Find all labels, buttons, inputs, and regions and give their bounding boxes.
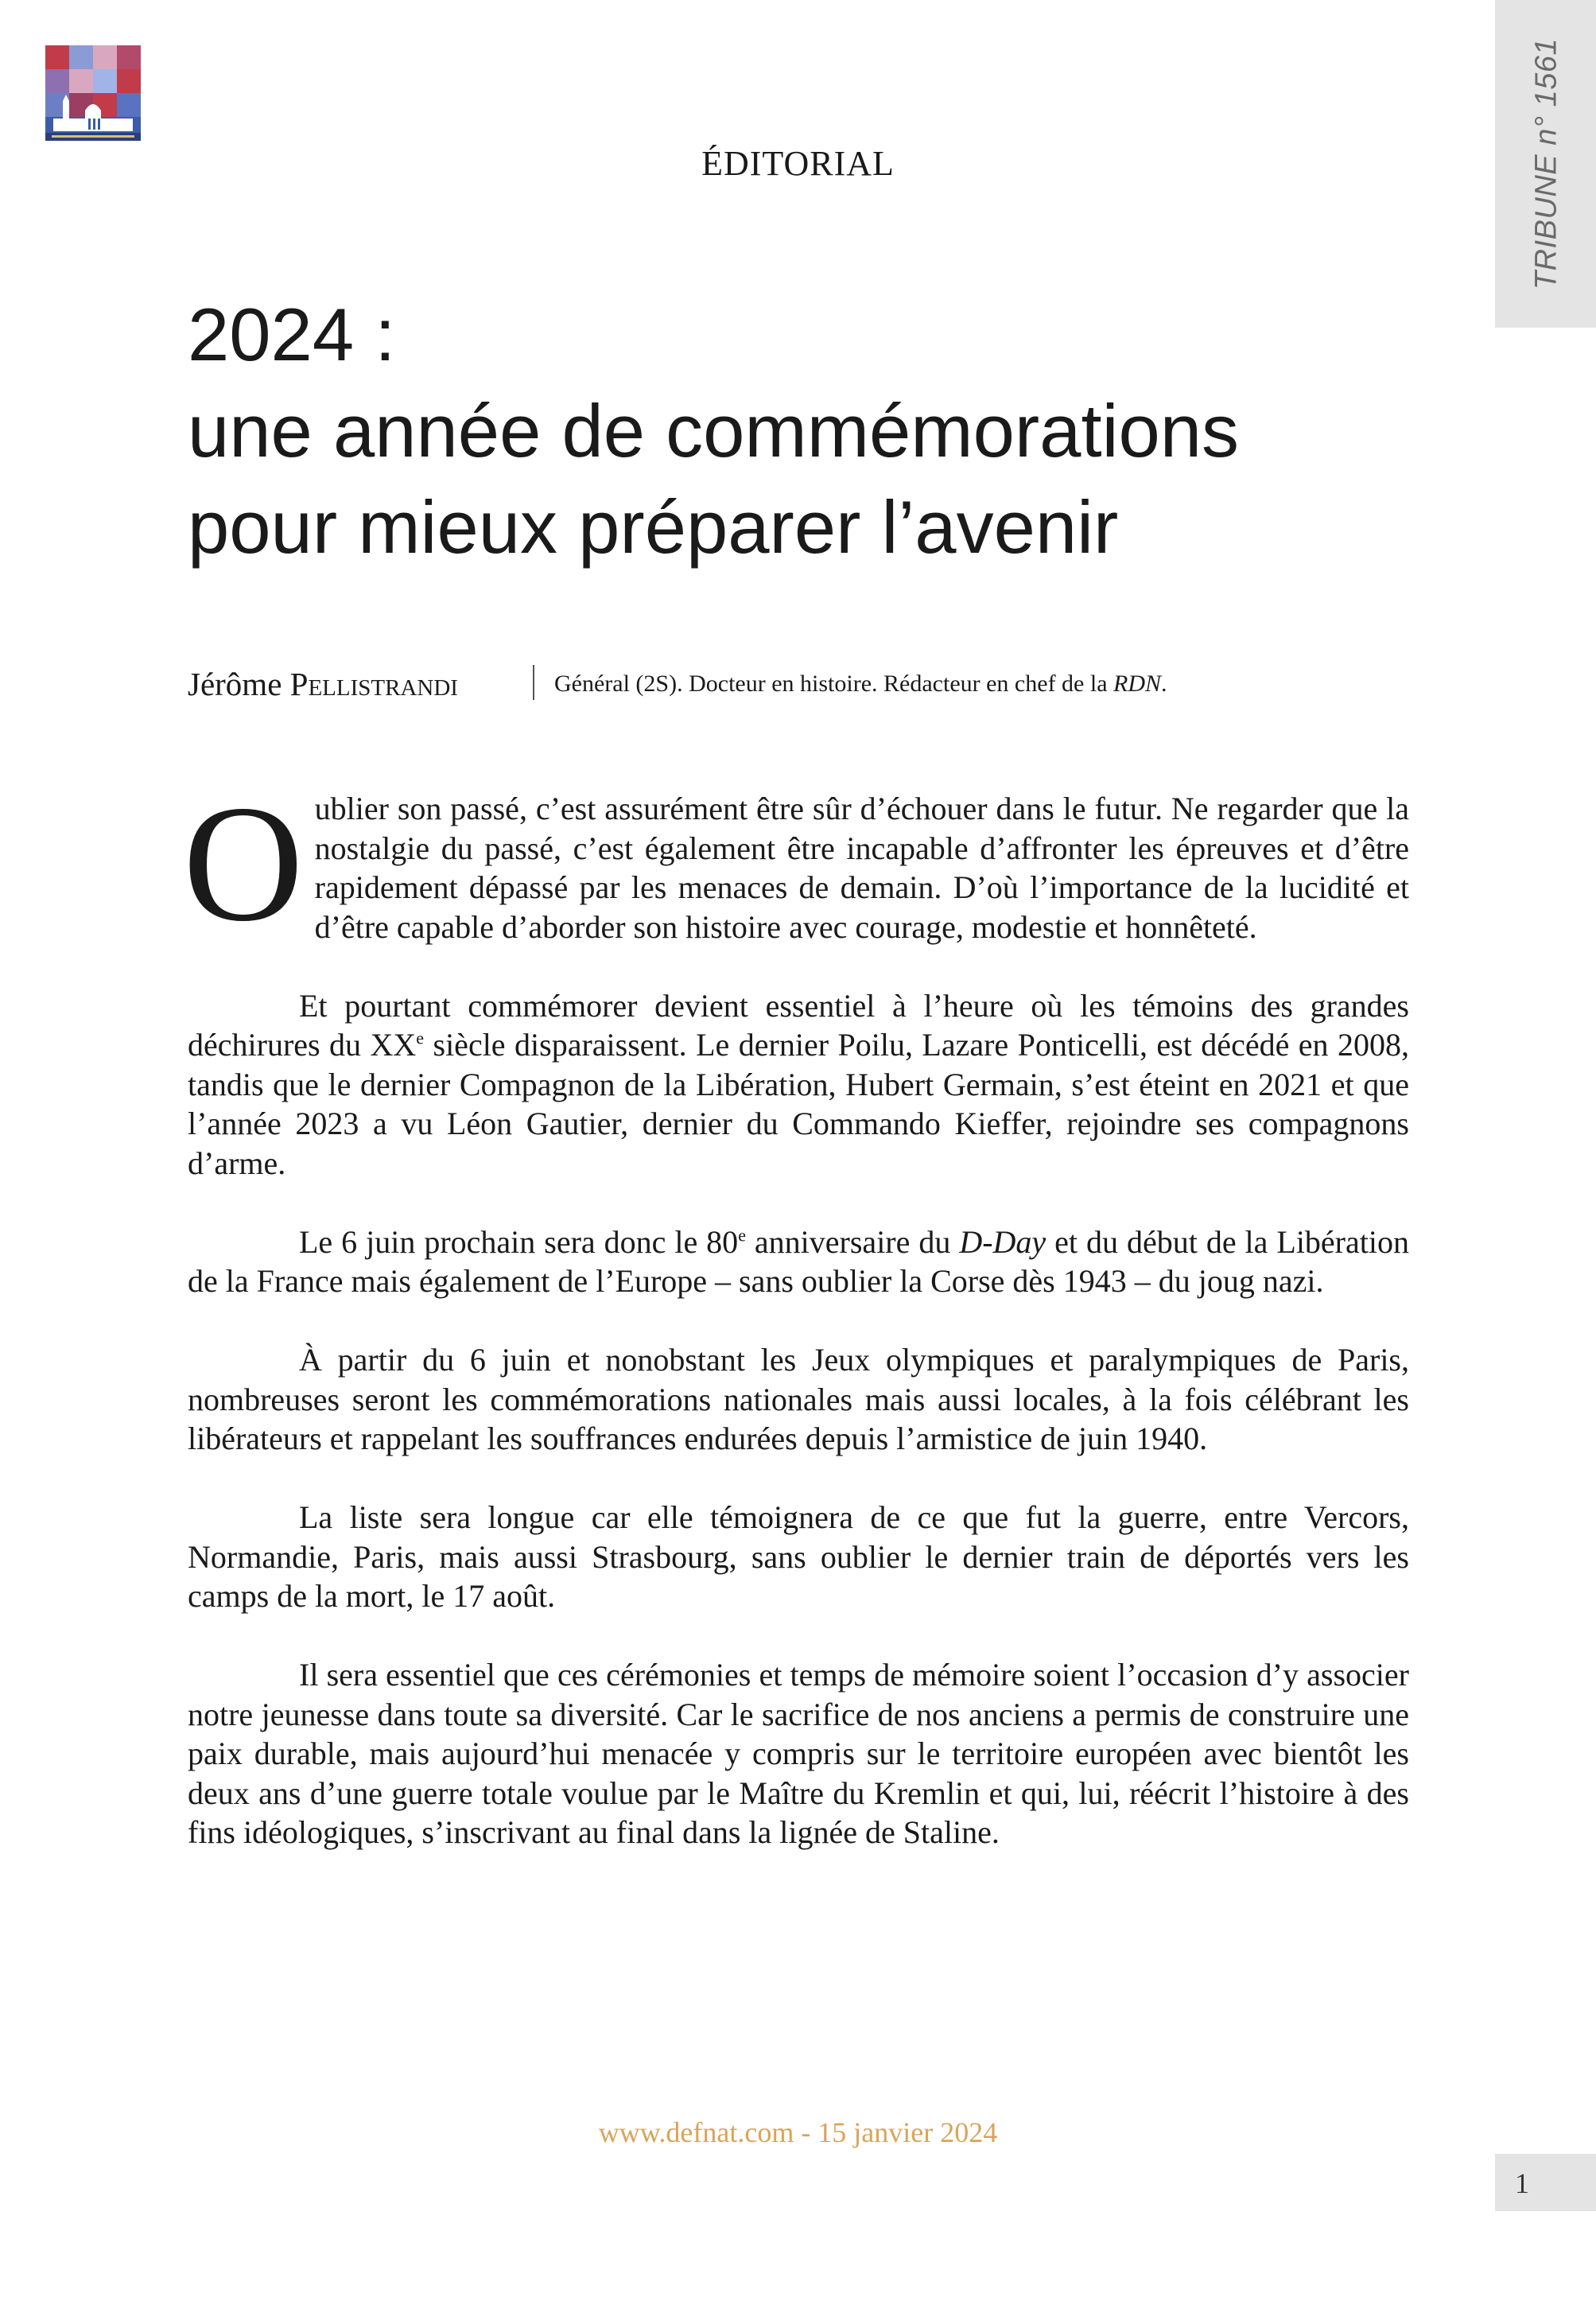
- paragraph-4: À partir du 6 juin et nonobstant les Jeux olympiques et paralympiques de Paris, nombreuses seront les commémorations nationales mais aussi locales, à la fois célébrant les libérateurs et rappelant les souffrances endurées depuis l’armistice de juin 1940.: [188, 1342, 1409, 1456]
- author-last-name: Pellistrandi: [289, 666, 458, 702]
- tribune-number: TRIBUNE n° 1561: [1529, 37, 1563, 290]
- paragraph-3-text-a: Le 6 juin prochain sera donc le 80: [299, 1223, 739, 1260]
- rdn-logo-icon: [45, 45, 141, 141]
- paragraph-5: La liste sera longue car elle témoignera de ce que fut la guerre, entre Vercors, Normandie, Paris, mais aussi Strasbourg, sans oublier le dernier train de déportés vers les camps de la mort, le 17 août.: [188, 1499, 1409, 1614]
- drop-cap: O: [183, 772, 304, 956]
- paragraph-3: [188, 1222, 1409, 1301]
- article-body: [183, 772, 1410, 1891]
- title-line-3: pour mieux préparer l’avenir: [188, 485, 1119, 569]
- paragraph-3-text-b: anniversaire du: [745, 1223, 960, 1260]
- author-description-end: .: [1161, 670, 1167, 697]
- paragraph-6: Il sera essentiel que ces cérémonies et temps de mémoire soient l’occasion d’y associer notre jeunesse dans toute sa diversité. Car le sacrifice de nos anciens a permis de construire une paix durable, mais aujourd’hui menacée y compris sur le territoire européen avec bientôt les deux ans d’une guerre totale voulue par le Maître du Kremlin et qui, lui, réécrit l’histoire à des fins idéologiques, s’inscrivant au final dans la lignée de Staline.: [188, 1657, 1409, 1850]
- paragraph-2-text-a: Et pourtant commémorer devient essentiel à l’heure où les témoins des grandes déchirures du XX: [188, 987, 1409, 1063]
- article-title: [188, 286, 1428, 575]
- footer-url-date: www.defnat.com - 15 janvier 2024: [598, 2116, 998, 2148]
- title-line-2: une année de commémorations: [188, 389, 1240, 472]
- page-number: 1: [1515, 2167, 1529, 2199]
- author-description-journal: RDN: [1113, 670, 1162, 697]
- paragraph-2: [188, 986, 1409, 1184]
- paragraph-2-text-b: siècle disparaissent. Le dernier Poilu, Lazare Ponticelli, est décédé en 2008, tandis que le dernier Compagnon de la Libération, Hubert Germain, s’est éteint en 2021 et que l’année 2023 a vu Léon Gautier, dernier du Commando Kieffer, rejoindre ses compagnons d’arme.: [188, 1027, 1410, 1181]
- section-label: ÉDITORIAL: [701, 144, 895, 183]
- paragraph-1-text: ublier son passé, c’est assurément être sûr d’échouer dans le futur. Ne regarder que la nostalgie du passé, c’est également être incapable d’affronter les épreuves et d’être rapidement dépassé par les menaces de demain. D’où l’importance de la lucidité et d’être capable d’aborder son histoire avec courage, modestie et honnêteté.: [314, 791, 1409, 945]
- superscript: e: [416, 1028, 425, 1048]
- author-first-name: Jérôme: [188, 666, 290, 702]
- d-day-italic: D-Day: [959, 1223, 1047, 1260]
- paragraph-3-text-c: et du début de la Libération de la France mais également de l’Europe – sans oublier la Corse dès 1943 – du joug nazi.: [188, 1223, 1409, 1299]
- superscript: e: [738, 1225, 746, 1246]
- title-line-1: 2024 :: [188, 293, 396, 376]
- paragraph-1: [183, 772, 1409, 956]
- author-description-text: Général (2S). Docteur en histoire. Rédacteur en chef de la: [554, 670, 1114, 697]
- author-name: [188, 665, 458, 703]
- author-separator: [533, 665, 534, 700]
- author-description: [554, 670, 1167, 698]
- page-number-box: [1495, 2154, 1596, 2211]
